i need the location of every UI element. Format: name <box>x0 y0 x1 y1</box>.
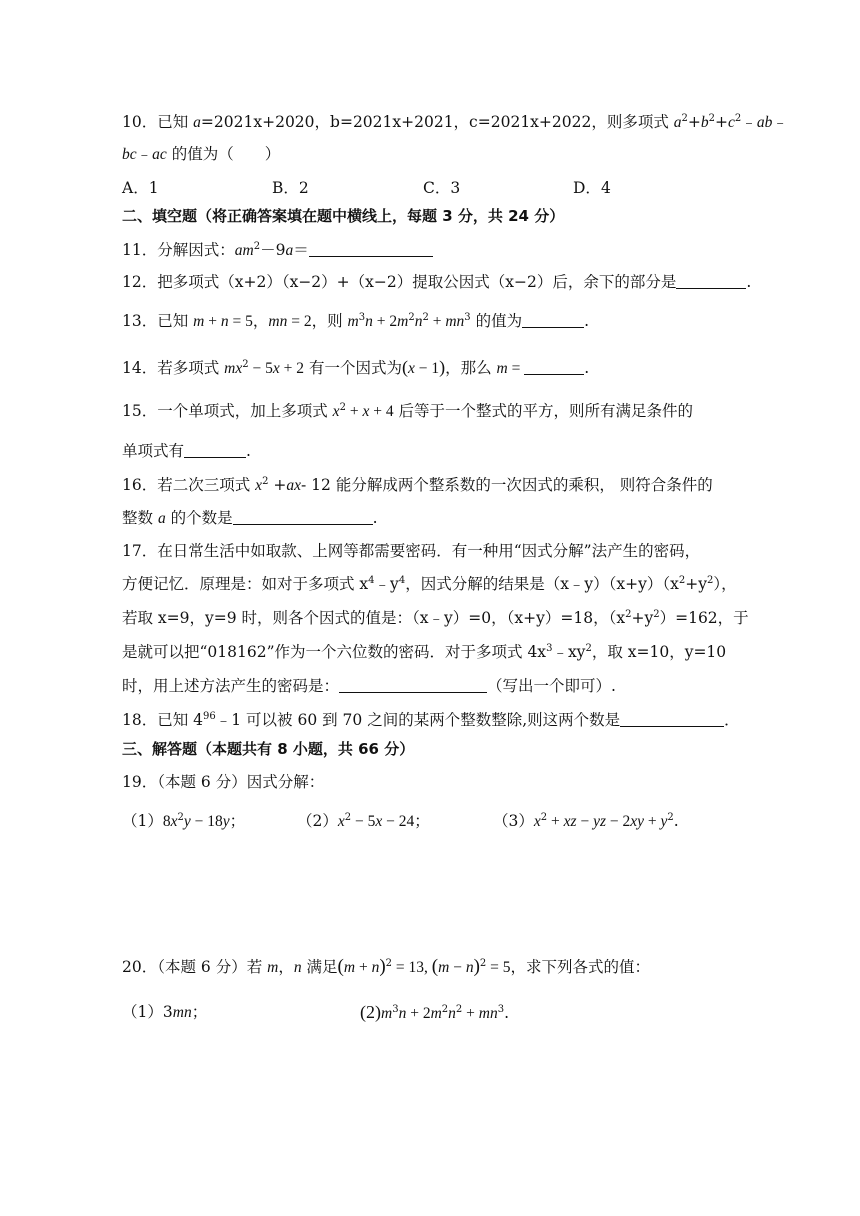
question-text: 已知 <box>157 113 194 131</box>
question-17-line2: 方便记忆．原理是：如对于多项式 $x^4﹣y^4$，因式分解的结果是$(x﹣y)(x+y)(x^2+y^2)$， <box>122 575 737 593</box>
question-11: 11．分解因式：$am^2-9a=$ <box>122 239 433 262</box>
answer-blank[interactable] <box>524 358 584 375</box>
option-c[interactable]: C．3 <box>423 179 461 197</box>
option-a[interactable]: A．1 <box>122 179 159 197</box>
question-19-part-1: $(1)8x^2y - 18y$； <box>122 812 246 830</box>
expression: $am^2-9a=$ <box>234 241 309 259</box>
question-15-line1: 15．一个单项式，加上多项式 $x^2 + x + 4$ 后等于一个整式的平方，则所有满足条件的 <box>122 402 694 420</box>
question-20-part-1: （1）3mn； <box>122 1003 208 1021</box>
question-17-line5: 时，用上述方法产生的密码是： （写出一个即可）. <box>122 677 616 695</box>
question-19-part-3: $(3)x^2$ + xz − yz − $2xy + y^2$. <box>493 812 679 830</box>
question-14: 14．若多项式 $mx^2 - 5x + 2$ 有一个因式为(x − 1)，那么 m = . <box>122 357 590 377</box>
option-d[interactable]: D．4 <box>573 179 611 197</box>
answer-blank[interactable] <box>339 676 487 693</box>
question-16-line1: 16．若二次三项式 $x^2 +ax-$ 12 能分解成两个整系数的一次因式的乘积， 则符合条件的 <box>122 476 713 494</box>
question-17-line4: 是就可以把“018162”作为一个六位数的密码．对于多项式 $4x^3﹣xy^2$，取 x=10，y=10 <box>122 643 727 661</box>
option-b[interactable]: B．2 <box>272 179 309 197</box>
question-text: bc﹣ac 的值为（ ） <box>122 145 281 163</box>
question-18: 18．已知 $4^{96}﹣1$ 可以被 60 到 70 之间的某两个整数整除,则这两个数是 ． <box>122 711 740 729</box>
question-15-line2: 单项式有 . <box>122 442 251 460</box>
question-19-part-2: $(2)x^2 - 5x - 24$； <box>297 812 430 830</box>
answer-blank[interactable] <box>522 311 584 328</box>
answer-blank[interactable] <box>184 441 246 458</box>
answer-blank[interactable] <box>620 710 724 727</box>
section-3-heading: 三、解答题（本题共有 8 小题，共 66 分） <box>122 740 415 758</box>
question-19: 19．（本题 6 分）因式分解： <box>122 773 325 791</box>
question-10-line2 <box>122 143 280 166</box>
answer-blank[interactable] <box>309 240 433 257</box>
given-vars: a=2021x+2020，b=2021x+2021，c=2021x+2022，则多项式 $a^2+b^2+c^2﹣ab﹣$ <box>193 113 788 131</box>
question-12: 12．把多项式（x+2）（x−2）+（x−2）提取公因式（x−2）后，余下的部分是 . <box>122 273 752 291</box>
question-17-line3: 若取 x=9，y=9 时，则各个因式的值是：（x﹣y）=0，（x+y）=18，$(x^2+y^2)=162$，于 <box>122 609 749 627</box>
question-16-line2: 整数 a 的个数是 . <box>122 509 378 527</box>
section-2-heading: 二、填空题（将正确答案填在题中横线上，每题 3 分，共 24 分） <box>122 207 565 225</box>
question-20-part-2: $(2)m^3n + 2m^2n^2 + mn^3$. <box>360 1002 510 1022</box>
question-13: 13．已知 m + n = 5，mn = 2，则 $m^3n + 2m^2n^2 + mn^3$ 的值为 . <box>122 312 590 330</box>
question-17-line1: 17．在日常生活中如取款、上网等都需要密码．有一种用“因式分解”法产生的密码， <box>122 542 701 560</box>
question-10-line1 <box>122 111 788 134</box>
question-number: 10． <box>122 113 158 131</box>
question-20: 20．（本题 6 分）若 m，n 满足$(m + n)^2 = 13$, $(m - n)^2 = 5$，求下列各式的值： <box>122 956 651 977</box>
answer-blank[interactable] <box>233 508 373 525</box>
answer-blank[interactable] <box>676 272 746 289</box>
